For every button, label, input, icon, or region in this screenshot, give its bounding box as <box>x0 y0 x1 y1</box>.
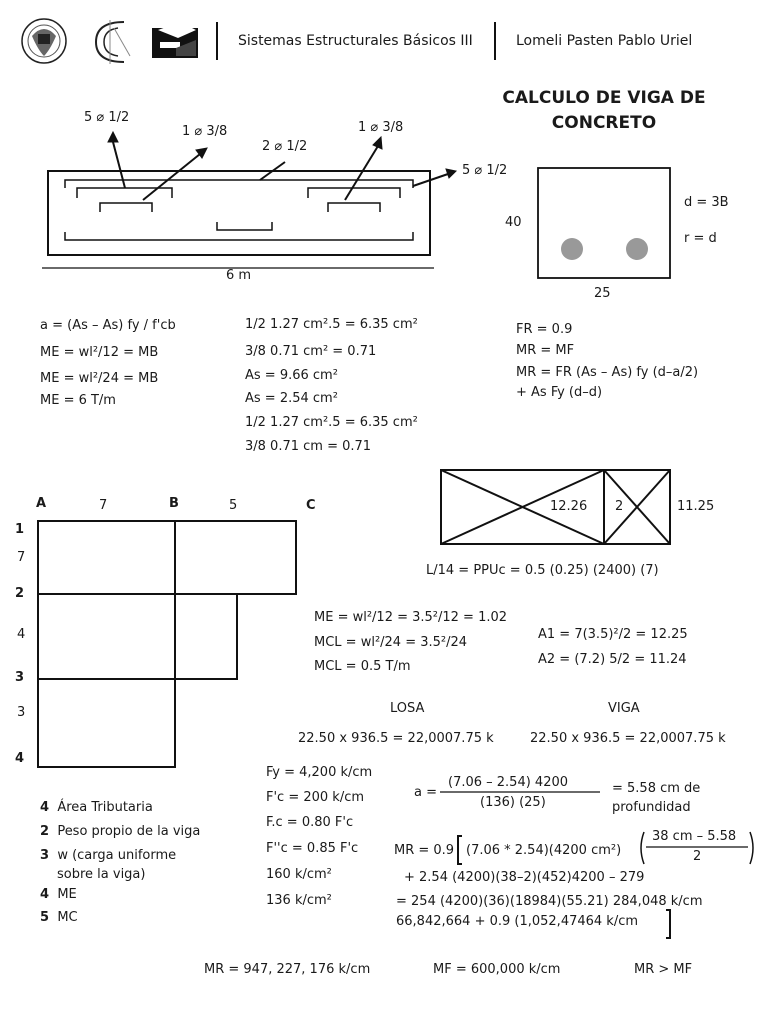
area-formula: A2 = (7.2) 5/2 = 11.24 <box>538 652 687 667</box>
grid-row-label: 3 <box>17 705 26 720</box>
material-value: F''c = 0.85 F'c <box>266 841 359 856</box>
section-r: r = d <box>684 231 717 246</box>
beam-length: 6 m <box>226 268 252 283</box>
mr-result: MR = 947, 227, 176 k/cm <box>204 962 371 977</box>
formula: FR = 0.9 <box>516 322 573 337</box>
section-d: d = 3B <box>684 195 729 210</box>
formula: ME = wl²/24 = MB <box>40 371 159 386</box>
formula: MR = FR (As – As) fy (d–a/2) <box>516 365 699 380</box>
rebar-label: 1 ⌀ 3/8 <box>182 124 228 139</box>
losa-calc: 22.50 x 936.5 = 22,0007.75 k <box>298 731 494 746</box>
a-calc-result: = 5.58 cm de <box>612 781 701 796</box>
section-width: 25 <box>594 286 611 301</box>
university-seal <box>22 19 66 63</box>
grid-row-label: 4 <box>15 751 25 766</box>
mr-calc-line: 66,842,664 + 0.9 (1,052,47464 k/cm <box>396 914 639 929</box>
mr-calc-frac-num: 38 cm – 5.58 <box>652 829 737 844</box>
grid-col-label: B <box>169 496 179 511</box>
rebar-label: 1 ⌀ 3/8 <box>358 120 404 135</box>
a-calc-result: profundidad <box>612 800 691 815</box>
material-value: F.c = 0.80 F'c <box>266 815 354 830</box>
grid-row-label: 7 <box>17 550 26 565</box>
formula: ME = 6 T/m <box>40 393 116 408</box>
mr-calc-prefix: MR = 0.9 <box>394 843 455 858</box>
grid-plan <box>38 521 296 767</box>
formula: 1/2 1.27 cm².5 = 6.35 cm² <box>245 415 418 430</box>
faculty-logo <box>96 20 130 64</box>
moment-formula: MCL = 0.5 T/m <box>314 659 411 674</box>
grid-row-label: 4 <box>17 627 26 642</box>
slab-value: 11.25 <box>677 499 715 514</box>
rebar-label: 5 ⌀ 1/2 <box>84 110 130 125</box>
legend-item: 4 ME <box>40 887 77 902</box>
section-height: 40 <box>505 215 522 230</box>
slab-formula: L/14 = PPUc = 0.5 (0.25) (2400) (7) <box>426 563 659 578</box>
grid-col-label: C <box>306 498 316 513</box>
a-calc-denominator: (136) (25) <box>480 795 546 810</box>
formula: 1/2 1.27 cm².5 = 6.35 cm² <box>245 317 418 332</box>
area-formula: A1 = 7(3.5)²/2 = 12.25 <box>538 627 688 642</box>
losa-heading: LOSA <box>390 701 425 716</box>
moment-formula: ME = wl²/12 = 3.5²/12 = 1.02 <box>314 610 508 625</box>
grid-row-label: 3 <box>15 670 25 685</box>
legend-item: 4 Área Tributaria <box>40 800 153 815</box>
title-line-1: CALCULO DE VIGA DE <box>502 88 706 108</box>
formula: As = 9.66 cm² <box>245 368 338 383</box>
formula: a = (As – As) fy / f'cb <box>40 318 176 333</box>
rebar-label: 5 ⌀ 1/2 <box>462 163 508 178</box>
course-name: Sistemas Estructurales Básicos III <box>238 33 473 49</box>
legend-item: 5 MC <box>40 910 78 925</box>
a-calc-numerator: (7.06 – 2.54) 4200 <box>448 775 569 790</box>
viga-heading: VIGA <box>608 701 640 716</box>
slab-value: 2 <box>615 499 624 514</box>
moment-formula: MCL = wl²/24 = 3.5²/24 <box>314 635 468 650</box>
formula: + As Fy (d–d) <box>516 385 603 400</box>
title-line-2: CONCRETO <box>551 113 657 133</box>
department-logo <box>152 22 198 58</box>
legend-item: 3 w (carga uniforme <box>40 848 177 863</box>
mr-calc-line: = 254 (4200)(36)(18984)(55.21) 284,048 k/cm <box>396 894 703 909</box>
slab-value: 12.26 <box>550 499 588 514</box>
beam-drawing <box>42 132 456 268</box>
formula: As = 2.54 cm² <box>245 391 338 406</box>
grid-col-label: 5 <box>229 498 238 513</box>
formula: MR = MF <box>516 343 575 358</box>
grid-col-label: A <box>36 496 47 511</box>
material-value: Fy = 4,200 k/cm <box>266 765 373 780</box>
page-title <box>470 86 738 136</box>
legend-item: sobre la viga) <box>57 867 146 882</box>
cross-section <box>538 168 670 278</box>
grid-row-label: 1 <box>15 522 25 537</box>
a-calc-prefix: a = <box>414 785 437 800</box>
grid-col-label: 7 <box>99 498 108 513</box>
author-name: Lomeli Pasten Pablo Uriel <box>516 33 693 49</box>
material-value: 136 k/cm² <box>266 893 332 908</box>
material-value: F'c = 200 k/cm <box>266 790 365 805</box>
mf-result: MF = 600,000 k/cm <box>433 962 561 977</box>
viga-calc: 22.50 x 936.5 = 22,0007.75 k <box>530 731 726 746</box>
rebar-label: 2 ⌀ 1/2 <box>262 139 308 154</box>
formula: 3/8 0.71 cm² = 0.71 <box>245 344 377 359</box>
formula: 3/8 0.71 cm = 0.71 <box>245 439 372 454</box>
mr-calc-frac-den: 2 <box>693 849 702 864</box>
grid-row-label: 2 <box>15 586 25 601</box>
mr-mf-comparison: MR > MF <box>634 962 693 977</box>
material-value: 160 k/cm² <box>266 867 332 882</box>
mr-calc-line: + 2.54 (4200)(38–2)(452)4200 – 279 <box>404 870 645 885</box>
legend-item: 2 Peso propio de la viga <box>40 824 201 839</box>
formula: ME = wl²/12 = MB <box>40 345 159 360</box>
mr-calc-term: (7.06 * 2.54)(4200 cm²) <box>466 843 622 858</box>
